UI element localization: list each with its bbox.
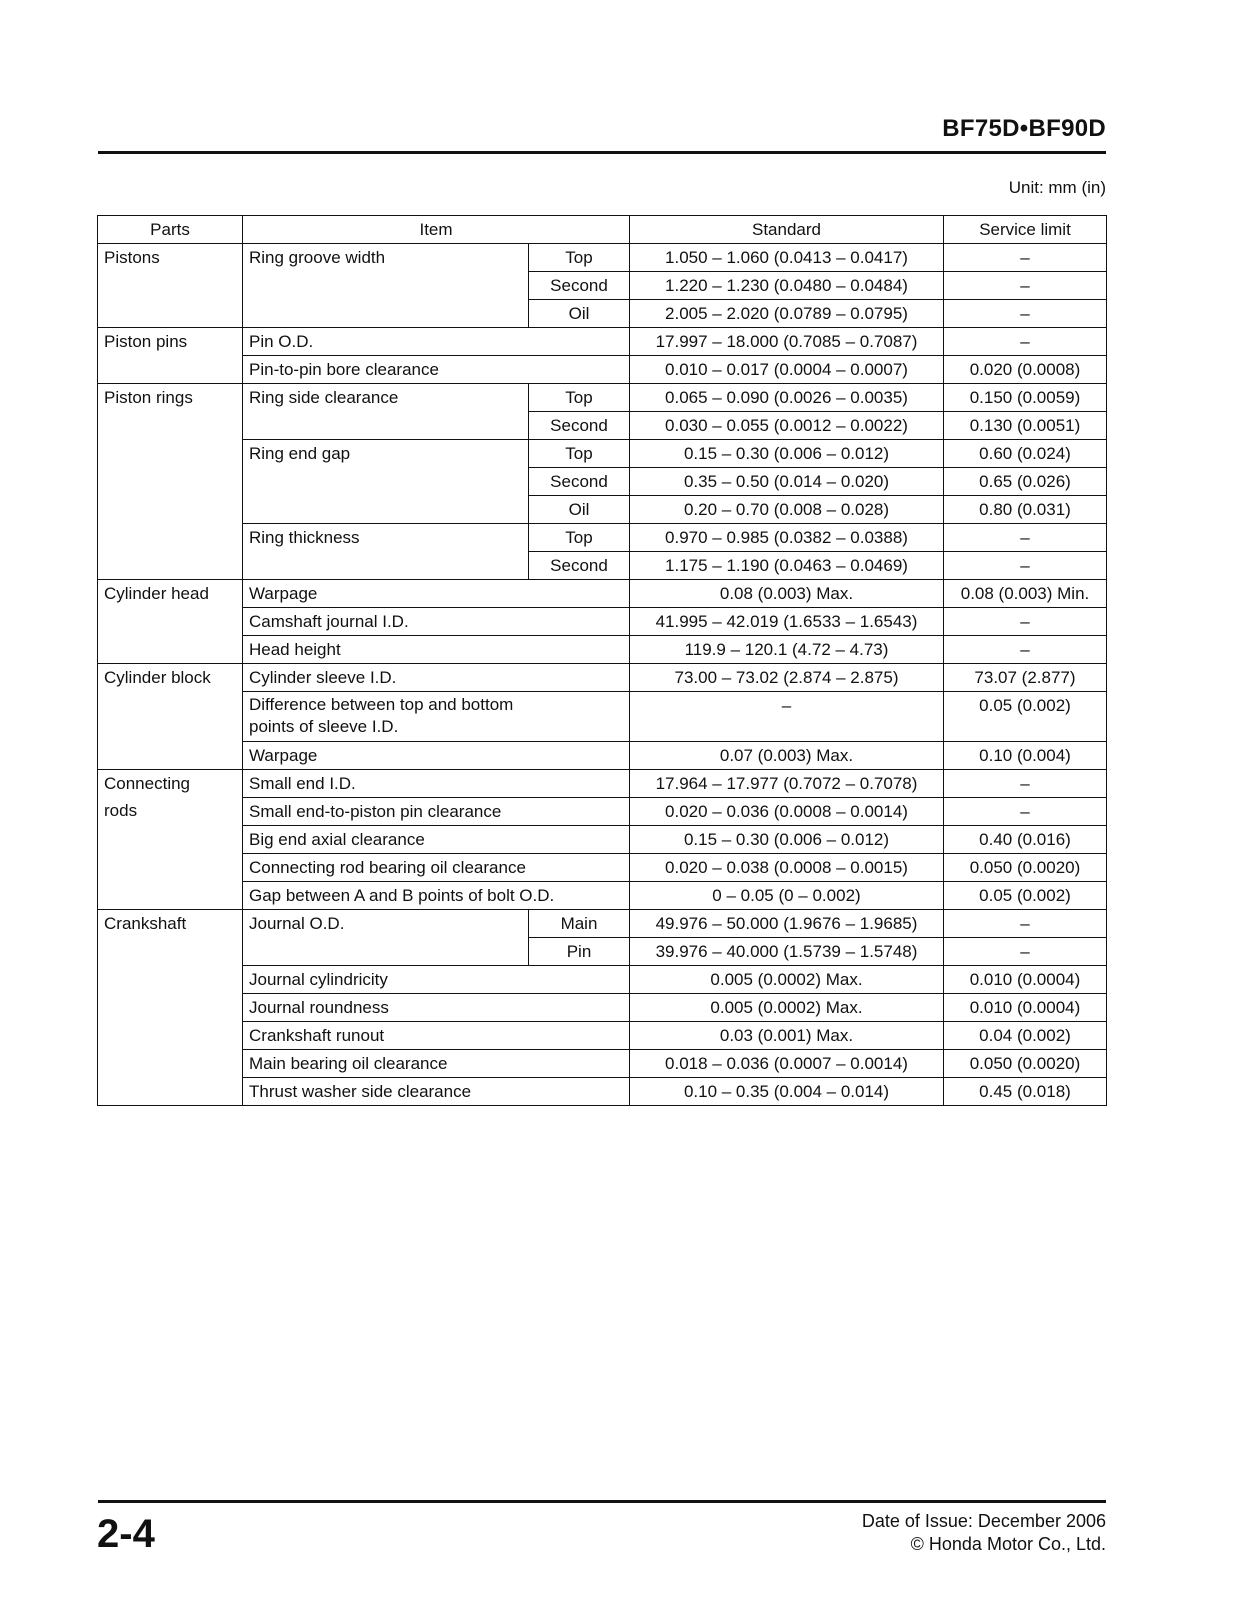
standard-cell: 39.976 – 40.000 (1.5739 – 1.5748) — [630, 938, 944, 966]
limit-cell: 0.04 (0.002) — [944, 1022, 1107, 1050]
limit-cell: – — [944, 798, 1107, 826]
standard-cell: 1.220 – 1.230 (0.0480 – 0.0484) — [630, 272, 944, 300]
header-parts: Parts — [98, 216, 243, 244]
table-row — [98, 384, 1107, 412]
limit-cell: – — [944, 244, 1107, 272]
sub-item-cell: Top — [529, 440, 630, 468]
table-row — [98, 742, 1107, 770]
sub-item-cell: Oil — [529, 300, 630, 328]
standard-cell: 0.03 (0.001) Max. — [630, 1022, 944, 1050]
limit-cell: 0.010 (0.0004) — [944, 994, 1107, 1022]
table-row — [98, 1078, 1107, 1106]
limit-cell: – — [944, 300, 1107, 328]
limit-cell: 0.150 (0.0059) — [944, 384, 1107, 412]
item-cell: Ring groove width — [243, 244, 529, 328]
item-cell: Connecting rod bearing oil clearance — [243, 854, 630, 882]
standard-cell: 0.15 – 0.30 (0.006 – 0.012) — [630, 826, 944, 854]
sub-item-cell: Second — [529, 272, 630, 300]
header-standard: Standard — [630, 216, 944, 244]
standard-cell: 41.995 – 42.019 (1.6533 – 1.6543) — [630, 608, 944, 636]
table-header-row — [98, 216, 1107, 244]
standard-cell: 0.020 – 0.036 (0.0008 – 0.0014) — [630, 798, 944, 826]
table-row — [98, 664, 1107, 692]
item-cell: Warpage — [243, 580, 630, 608]
limit-cell: 0.130 (0.0051) — [944, 412, 1107, 440]
limit-cell: – — [944, 636, 1107, 664]
item-cell: Crankshaft runout — [243, 1022, 630, 1050]
limit-cell: – — [944, 608, 1107, 636]
limit-cell: 0.050 (0.0020) — [944, 1050, 1107, 1078]
header-item: Item — [243, 216, 630, 244]
standard-cell: 0.018 – 0.036 (0.0007 – 0.0014) — [630, 1050, 944, 1078]
limit-cell: 0.45 (0.018) — [944, 1078, 1107, 1106]
standard-cell: 0.07 (0.003) Max. — [630, 742, 944, 770]
sub-item-cell: Second — [529, 552, 630, 580]
part-cell: Crankshaft — [98, 910, 243, 1106]
limit-cell: – — [944, 910, 1107, 938]
standard-cell: 0.35 – 0.50 (0.014 – 0.020) — [630, 468, 944, 496]
header-rule — [98, 151, 1106, 154]
limit-cell: 0.020 (0.0008) — [944, 356, 1107, 384]
table-row — [98, 882, 1107, 910]
sub-item-cell: Top — [529, 244, 630, 272]
item-cell: Warpage — [243, 742, 630, 770]
item-cell: Camshaft journal I.D. — [243, 608, 630, 636]
standard-cell: 73.00 – 73.02 (2.874 – 2.875) — [630, 664, 944, 692]
limit-cell: 0.05 (0.002) — [944, 882, 1107, 910]
standard-cell: 0.08 (0.003) Max. — [630, 580, 944, 608]
limit-cell: 0.010 (0.0004) — [944, 966, 1107, 994]
item-cell: Head height — [243, 636, 630, 664]
limit-cell: – — [944, 770, 1107, 798]
limit-cell: 0.80 (0.031) — [944, 496, 1107, 524]
limit-cell: 0.050 (0.0020) — [944, 854, 1107, 882]
table-row — [98, 580, 1107, 608]
item-cell: Journal O.D. — [243, 910, 529, 966]
standard-cell: 2.005 – 2.020 (0.0789 – 0.0795) — [630, 300, 944, 328]
table-row — [98, 440, 1107, 468]
limit-cell: 0.60 (0.024) — [944, 440, 1107, 468]
standard-cell: 0.10 – 0.35 (0.004 – 0.014) — [630, 1078, 944, 1106]
model-title: BF75D•BF90D — [942, 115, 1106, 142]
standard-cell: 0.065 – 0.090 (0.0026 – 0.0035) — [630, 384, 944, 412]
standard-cell: 0.970 – 0.985 (0.0382 – 0.0388) — [630, 524, 944, 552]
standard-cell: 0.15 – 0.30 (0.006 – 0.012) — [630, 440, 944, 468]
limit-cell: 0.65 (0.026) — [944, 468, 1107, 496]
table-row — [98, 1050, 1107, 1078]
standard-cell: 119.9 – 120.1 (4.72 – 4.73) — [630, 636, 944, 664]
item-cell: Journal cylindricity — [243, 966, 630, 994]
item-cell: Ring end gap — [243, 440, 529, 524]
sub-item-cell: Second — [529, 412, 630, 440]
standard-cell: 0.030 – 0.055 (0.0012 – 0.0022) — [630, 412, 944, 440]
item-cell: Pin-to-pin bore clearance — [243, 356, 630, 384]
table-row — [98, 356, 1107, 384]
standard-cell: 0.005 (0.0002) Max. — [630, 966, 944, 994]
table-row — [98, 798, 1107, 826]
limit-cell: – — [944, 272, 1107, 300]
item-cell: Journal roundness — [243, 994, 630, 1022]
limit-cell: – — [944, 524, 1107, 552]
table-row — [98, 328, 1107, 356]
item-cell: Small end-to-piston pin clearance — [243, 798, 630, 826]
item-cell: Ring side clearance — [243, 384, 529, 440]
table-row — [98, 244, 1107, 272]
table-row — [98, 994, 1107, 1022]
item-cell: Main bearing oil clearance — [243, 1050, 630, 1078]
limit-cell: 0.40 (0.016) — [944, 826, 1107, 854]
footer-rule — [98, 1500, 1106, 1503]
page-number: 2-4 — [97, 1512, 155, 1556]
copyright: © Honda Motor Co., Ltd. — [910, 1534, 1106, 1554]
table-row — [98, 966, 1107, 994]
limit-cell: – — [944, 552, 1107, 580]
sub-item-cell: Oil — [529, 496, 630, 524]
standard-cell: 0.010 – 0.017 (0.0004 – 0.0007) — [630, 356, 944, 384]
sub-item-cell: Top — [529, 384, 630, 412]
header-service-limit: Service limit — [944, 216, 1107, 244]
item-cell: Ring thickness — [243, 524, 529, 580]
item-cell: Cylinder sleeve I.D. — [243, 664, 630, 692]
part-cell: Piston pins — [98, 328, 243, 384]
standard-cell: 17.997 – 18.000 (0.7085 – 0.7087) — [630, 328, 944, 356]
table-row — [98, 608, 1107, 636]
limit-cell: 0.10 (0.004) — [944, 742, 1107, 770]
table-row — [98, 524, 1107, 552]
item-cell: Big end axial clearance — [243, 826, 630, 854]
table-row — [98, 854, 1107, 882]
limit-cell: 0.05 (0.002) — [944, 692, 1107, 742]
item-cell: Difference between top and bottom points of sleeve I.D. — [243, 692, 630, 742]
part-cell: Connecting rods — [98, 770, 243, 910]
standard-cell: – — [630, 692, 944, 742]
sub-item-cell: Pin — [529, 938, 630, 966]
table-row — [98, 770, 1107, 798]
date-of-issue: Date of Issue: December 2006 — [861, 1511, 1106, 1531]
table-row — [98, 910, 1107, 938]
sub-item-cell: Top — [529, 524, 630, 552]
spec-table — [97, 215, 1107, 1106]
table-row — [98, 826, 1107, 854]
sub-item-cell: Second — [529, 468, 630, 496]
standard-cell: 0.20 – 0.70 (0.008 – 0.028) — [630, 496, 944, 524]
table-row — [98, 636, 1107, 664]
item-cell: Thrust washer side clearance — [243, 1078, 630, 1106]
limit-cell: – — [944, 938, 1107, 966]
standard-cell: 0.005 (0.0002) Max. — [630, 994, 944, 1022]
standard-cell: 0.020 – 0.038 (0.0008 – 0.0015) — [630, 854, 944, 882]
limit-cell: 0.08 (0.003) Min. — [944, 580, 1107, 608]
table-row — [98, 692, 1107, 742]
standard-cell: 17.964 – 17.977 (0.7072 – 0.7078) — [630, 770, 944, 798]
part-cell: Piston rings — [98, 384, 243, 580]
item-cell: Small end I.D. — [243, 770, 630, 798]
standard-cell: 49.976 – 50.000 (1.9676 – 1.9685) — [630, 910, 944, 938]
table-row — [98, 1022, 1107, 1050]
part-cell: Pistons — [98, 244, 243, 328]
standard-cell: 1.175 – 1.190 (0.0463 – 0.0469) — [630, 552, 944, 580]
standard-cell: 0 – 0.05 (0 – 0.002) — [630, 882, 944, 910]
footer-info — [862, 1510, 1106, 1556]
limit-cell: 73.07 (2.877) — [944, 664, 1107, 692]
item-cell: Gap between A and B points of bolt O.D. — [243, 882, 630, 910]
limit-cell: – — [944, 328, 1107, 356]
standard-cell: 1.050 – 1.060 (0.0413 – 0.0417) — [630, 244, 944, 272]
sub-item-cell: Main — [529, 910, 630, 938]
item-cell: Pin O.D. — [243, 328, 630, 356]
unit-label: Unit: mm (in) — [1008, 178, 1106, 197]
part-cell: Cylinder head — [98, 580, 243, 664]
part-cell: Cylinder block — [98, 664, 243, 770]
